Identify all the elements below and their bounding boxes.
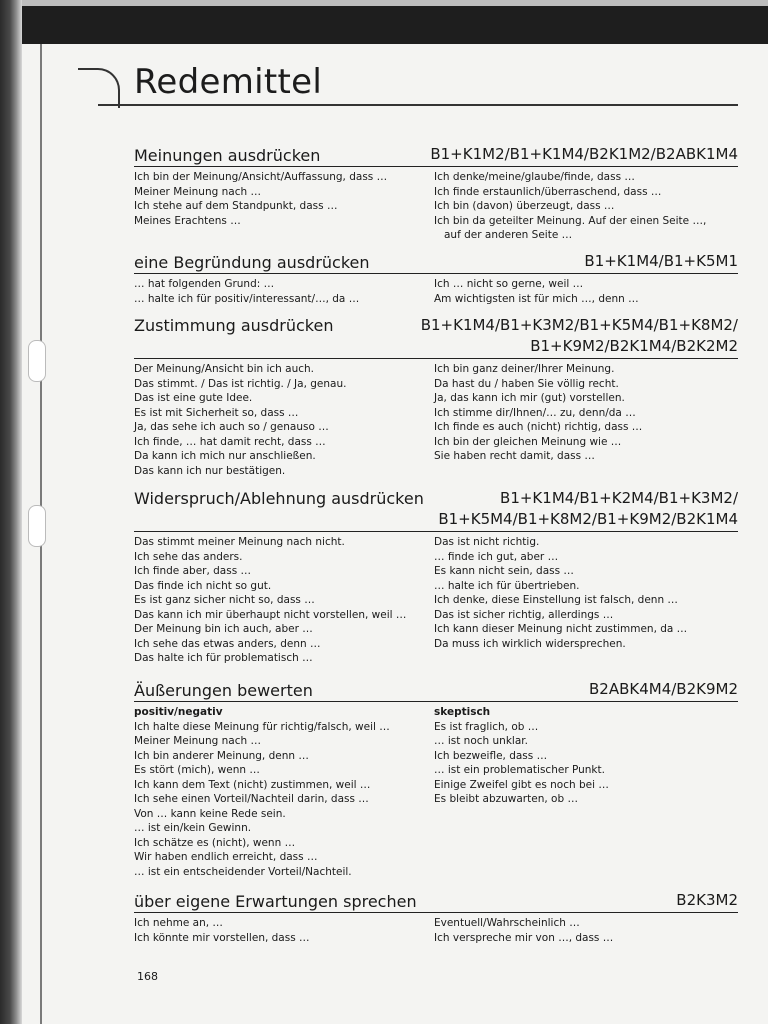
phrase: Da kann ich mich nur anschließen.	[134, 450, 316, 462]
phrase: Ich bin ganz deiner/Ihrer Meinung.	[434, 363, 615, 375]
phrase: Ja, das kann ich mir (gut) vorstellen.	[434, 392, 625, 404]
section-header	[134, 890, 738, 913]
section-erwartungen	[134, 890, 738, 944]
phrase: Ich finde es auch (nicht) richtig, dass …	[434, 421, 643, 433]
section-header	[134, 487, 738, 532]
phrase: Ich finde aber, dass …	[134, 565, 252, 577]
phrase: Ich bin der Meinung/Ansicht/Auffassung, dass …	[134, 171, 388, 183]
section-header	[134, 144, 738, 167]
section-code: B1+K1M4/B1+K3M2/B1+K5M4/B1+K8M2/	[420, 316, 738, 334]
phrase: … ist ein problematischer Punkt.	[434, 764, 605, 776]
phrase: Ich sehe das etwas anders, denn …	[134, 637, 321, 650]
section-begruendung	[134, 251, 738, 305]
section-header	[134, 251, 738, 274]
section-title: Widerspruch/Ablehnung ausdrücken	[134, 489, 424, 508]
section-code: B1+K1M4/B1+K5M1	[584, 252, 738, 270]
phrase: Ich verspreche mir von …, dass …	[434, 931, 614, 944]
phrase: Ich bin der gleichen Meinung wie …	[434, 435, 622, 448]
section-header	[134, 314, 738, 359]
phrase: … ist noch unklar.	[434, 735, 528, 747]
phrase: Meines Erachtens …	[134, 214, 241, 227]
section-title: Meinungen ausdrücken	[134, 146, 321, 165]
phrase: Ich sehe das anders.	[134, 550, 243, 563]
phrase: Das kann ich nur bestätigen.	[134, 464, 286, 477]
phrase: Da hast du / haben Sie völlig recht.	[434, 377, 619, 390]
phrase: Ich … nicht so gerne, weil …	[434, 278, 584, 290]
phrase: Ich stimme dir/Ihnen/… zu, denn/da …	[434, 406, 636, 419]
page-title: Redemittel	[134, 62, 323, 102]
section-meinungen-ausdruecken	[134, 144, 738, 241]
phrase: Einige Zweifel gibt es noch bei …	[434, 778, 609, 791]
section-code: B2ABK4M4/B2K9M2	[588, 680, 738, 698]
phrase: Ich halte diese Meinung für richtig/falsch, weil …	[134, 720, 390, 733]
phrase: Das ist eine gute Idee.	[134, 392, 253, 404]
page-number: 168	[137, 970, 158, 983]
phrase: Ja, das sehe ich auch so / genauso …	[134, 421, 329, 433]
scan-top-shadow	[0, 0, 768, 44]
subcategory-label: positiv/negativ	[134, 706, 223, 718]
phrase: Sie haben recht damit, dass …	[434, 450, 595, 462]
phrase: … hat folgenden Grund: …	[134, 278, 275, 290]
section-code: B1+K1M2/B1+K1M4/B2K1M2/B2ABK1M4	[430, 145, 738, 163]
phrase: Das ist nicht richtig.	[434, 536, 540, 548]
phrase: Von … kann keine Rede sein.	[134, 807, 286, 820]
phrase: auf der anderen Seite …	[444, 229, 573, 241]
phrase: Das stimmt. / Das ist richtig. / Ja, genau.	[134, 377, 347, 390]
section-code: B1+K9M2/B2K1M4/B2K2M2	[530, 337, 738, 355]
phrase: Der Meinung bin ich auch, aber …	[134, 623, 313, 635]
phrase: Ich kann dieser Meinung nicht zustimmen, da …	[434, 623, 688, 635]
phrase: Das kann ich mir überhaupt nicht vorstellen, weil …	[134, 608, 407, 621]
punch-hole	[28, 340, 46, 382]
phrase: Ich denke, diese Einstellung ist falsch, denn …	[434, 594, 678, 606]
phrase: Es ist mit Sicherheit so, dass …	[134, 406, 299, 419]
section-code: B1+K5M4/B1+K8M2/B1+K9M2/B2K1M4	[438, 510, 738, 528]
phrase: Ich finde erstaunlich/überraschend, dass …	[434, 185, 662, 198]
phrase: Der Meinung/Ansicht bin ich auch.	[134, 363, 315, 375]
phrase: … halte ich für positiv/interessant/…, da …	[134, 292, 360, 305]
punch-hole	[28, 505, 46, 547]
phrase: Es kann nicht sein, dass …	[434, 565, 574, 577]
subcategory-label: skeptisch	[434, 706, 491, 718]
binding-edge	[0, 0, 22, 1024]
section-aeusserungen-bewerten	[134, 679, 738, 878]
phrase: Eventuell/Wahrscheinlich …	[434, 917, 580, 929]
phrase: Das finde ich nicht so gut.	[134, 579, 272, 592]
phrase: … finde ich gut, aber …	[434, 550, 559, 563]
phrase: Wir haben endlich erreicht, dass …	[134, 851, 318, 863]
phrase: Am wichtigsten ist für mich …, denn …	[434, 292, 639, 305]
section-widerspruch	[134, 487, 738, 664]
title-ornament	[78, 68, 120, 108]
phrase: Das ist sicher richtig, allerdings …	[434, 608, 614, 621]
phrase: … ist ein entscheidender Vorteil/Nachteil.	[134, 865, 352, 878]
phrase: Ich bezweifle, dass …	[434, 749, 548, 762]
phrase: Ich sehe einen Vorteil/Nachteil darin, dass …	[134, 793, 369, 805]
phrase: Ich kann dem Text (nicht) zustimmen, weil …	[134, 778, 371, 791]
phrase: Ich bin (davon) überzeugt, dass …	[434, 200, 615, 212]
phrase: Meiner Meinung nach …	[134, 185, 261, 198]
phrase: … ist ein/kein Gewinn.	[134, 822, 252, 834]
phrase: Ich könnte mir vorstellen, dass …	[134, 931, 310, 944]
phrase: … halte ich für übertrieben.	[434, 579, 580, 592]
phrase: Ich finde, … hat damit recht, dass …	[134, 435, 326, 448]
phrase: Ich nehme an, …	[134, 917, 223, 929]
phrase: Es ist ganz sicher nicht so, dass …	[134, 594, 315, 606]
section-code: B1+K1M4/B1+K2M4/B1+K3M2/	[500, 489, 738, 507]
phrase: Da muss ich wirklich widersprechen.	[434, 637, 626, 650]
phrase: Das stimmt meiner Meinung nach nicht.	[134, 536, 345, 548]
section-code: B2K3M2	[676, 891, 738, 909]
phrase: Ich schätze es (nicht), wenn …	[134, 836, 296, 849]
section-zustimmung	[134, 314, 738, 477]
phrase: Das halte ich für problematisch …	[134, 652, 313, 664]
section-header	[134, 679, 738, 702]
phrase: Es ist fraglich, ob …	[434, 720, 539, 733]
phrase: Ich denke/meine/glaube/finde, dass …	[434, 171, 635, 183]
section-title: über eigene Erwartungen sprechen	[134, 892, 417, 911]
phrase: Es stört (mich), wenn …	[134, 764, 260, 776]
phrase: Es bleibt abzuwarten, ob …	[434, 793, 578, 805]
section-title: Äußerungen bewerten	[134, 681, 313, 700]
phrase: Ich stehe auf dem Standpunkt, dass …	[134, 200, 338, 212]
phrase: Ich bin da geteilter Meinung. Auf der einen Seite …,	[434, 214, 707, 227]
phrase: Ich bin anderer Meinung, denn …	[134, 749, 309, 762]
title-rule	[98, 104, 738, 106]
phrase: Meiner Meinung nach …	[134, 735, 261, 747]
section-title: Zustimmung ausdrücken	[134, 316, 334, 335]
section-title: eine Begründung ausdrücken	[134, 253, 370, 272]
